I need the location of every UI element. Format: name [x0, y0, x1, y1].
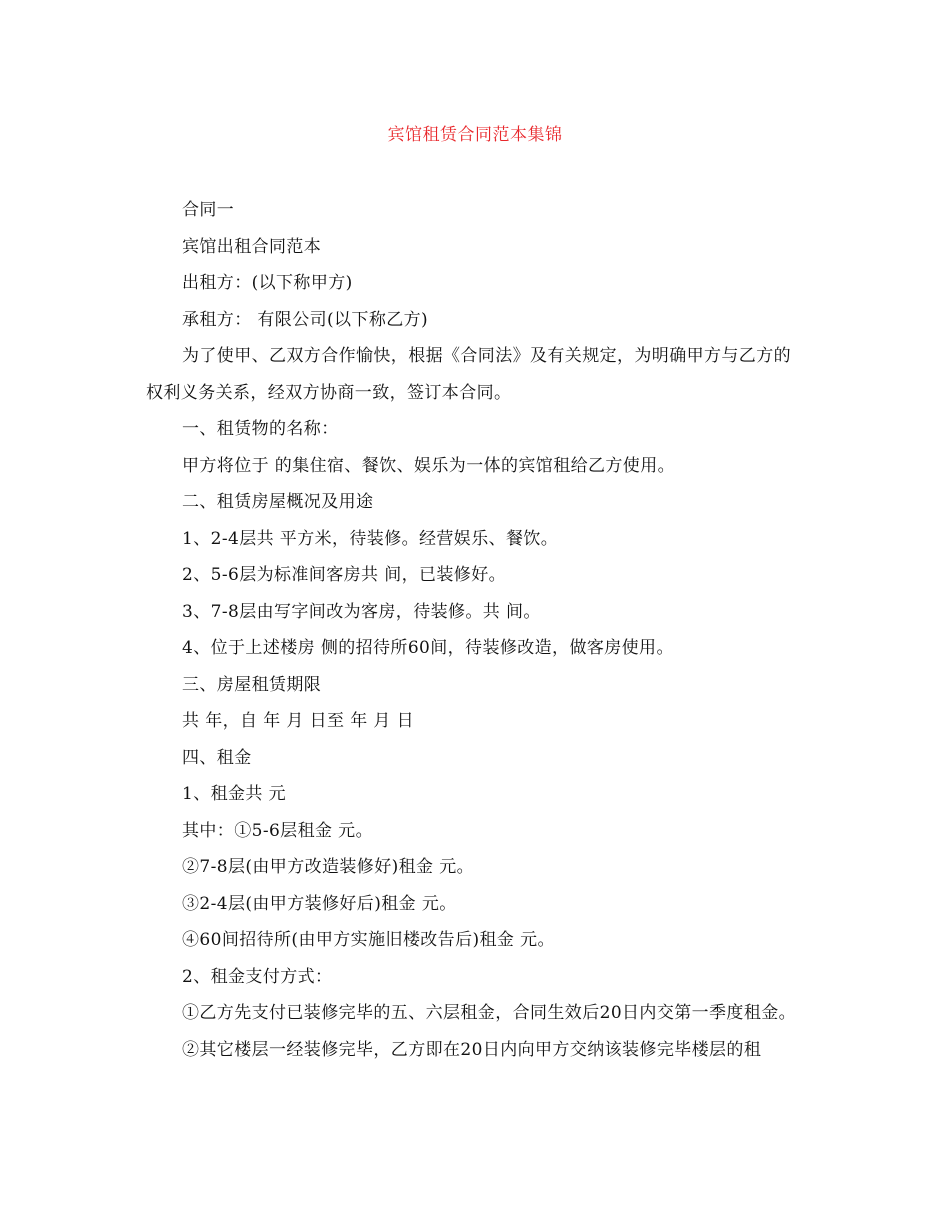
paragraph: ②其它楼层一经装修完毕，乙方即在20日内向甲方交纳该装修完毕楼层的租: [182, 1039, 762, 1060]
paragraph: ②7-8层(由甲方改造装修好)租金 元。: [182, 857, 475, 877]
paragraph: 1、租金共 元: [182, 784, 287, 804]
paragraph: 2、5-6层为标准间客房共 间，已装修好。: [182, 565, 506, 585]
paragraph: 2、租金支付方式：: [182, 966, 333, 987]
paragraph: ①乙方先支付已装修完毕的五、六层租金，合同生效后20日内交第一季度租金。: [182, 1003, 797, 1023]
document-body: [146, 192, 806, 1068]
paragraph: 三、房屋租赁期限: [182, 674, 322, 695]
paragraph: ④60间招待所(由甲方实施旧楼改告后)租金 元。: [182, 930, 555, 950]
paragraph: 出租方：(以下称甲方): [182, 273, 353, 293]
paragraph: 一、租赁物的名称：: [182, 419, 339, 439]
paragraph: 四、租金: [182, 747, 252, 768]
paragraph: 二、租赁房屋概况及用途: [182, 492, 374, 512]
paragraph: 3、7-8层由写字间改为客房，待装修。共 间。: [182, 601, 541, 622]
paragraph: 其中：①5-6层租金 元。: [182, 820, 373, 841]
paragraph: 宾馆出租合同范本: [182, 236, 322, 257]
paragraph: 1、2-4层共 平方米，待装修。经营娱乐、餐饮。: [182, 528, 559, 549]
paragraph: 合同一: [182, 200, 235, 220]
document-title: 宾馆租赁合同范本集锦: [387, 125, 563, 145]
paragraph: ③2-4层(由甲方装修好后)租金 元。: [182, 893, 457, 914]
paragraph: 共 年，自 年 月 日至 年 月 日: [182, 711, 415, 731]
paragraph: 为了使甲、乙双方合作愉快，根据《合同法》及有关规定，为明确甲方与乙方的权利义务关系，经双方协商一致，签订本合同。: [146, 346, 791, 403]
paragraph: 4、位于上述楼房 侧的招待所60间，待装修改造，做客房使用。: [182, 638, 674, 658]
paragraph: 甲方将位于 的集住宿、餐饮、娱乐为一体的宾馆租给乙方使用。: [182, 455, 676, 476]
paragraph: 承租方： 有限公司(以下称乙方): [182, 309, 429, 330]
